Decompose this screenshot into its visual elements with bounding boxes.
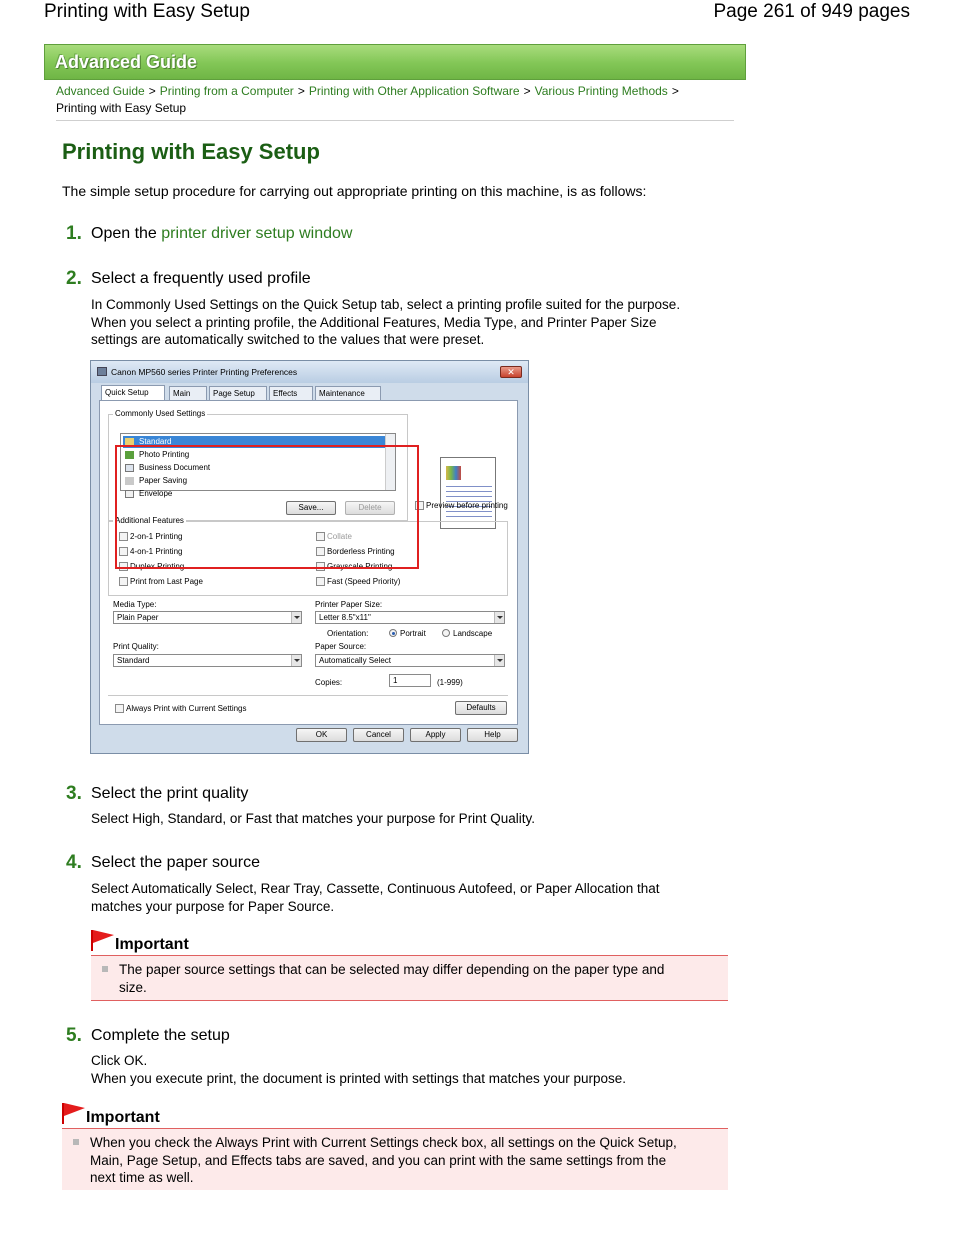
printer-driver-setup-link[interactable]: printer driver setup window [161,225,353,242]
preview-image [446,466,461,480]
step-2-body [91,296,721,349]
paper-source-select[interactable] [315,654,505,667]
tab-page-setup[interactable]: Page Setup [209,386,267,400]
group-label: Commonly Used Settings [115,409,206,418]
step-4-body [91,880,721,915]
copies-value: 1 [393,676,398,685]
save-button[interactable]: Save... [286,501,336,515]
portrait-radio[interactable] [389,629,397,637]
divider [108,695,508,696]
body-line: matches your purpose for Paper Source. [91,898,335,914]
help-button[interactable]: Help [467,728,518,742]
paper-size-label: Printer Paper Size: [315,600,383,609]
ok-button[interactable]: OK [296,728,347,742]
select-value: Plain Paper [117,613,159,622]
page-title: Printing with Easy Setup [62,139,320,164]
step-heading: Select the print quality [91,785,249,802]
paper-size-select[interactable] [315,611,505,624]
select-value: Automatically Select [319,656,392,665]
important-line: Main, Page Setup, and Effects tabs are saved, and you can print with the same settings from the [90,1152,667,1168]
advanced-guide-banner [44,44,746,80]
cancel-button[interactable]: Cancel [353,728,404,742]
breadcrumb [56,83,736,117]
step-5-body [91,1052,721,1087]
breadcrumb-separator: > [297,84,305,98]
copies-range: (1-999) [437,678,463,687]
important-box [91,955,728,1001]
profile-label: Standard [139,437,172,446]
tab-maintenance[interactable]: Maintenance [315,386,381,400]
step-3-body [91,810,721,828]
landscape-radio[interactable] [442,629,450,637]
bullet-icon [73,1139,79,1145]
media-type-label: Media Type: [113,600,157,609]
red-flag-icon [62,1102,86,1124]
page-preview [440,457,496,529]
important-title: Important [115,936,189,953]
body-line: Click OK. [91,1053,148,1068]
print-quality-select[interactable] [113,654,302,667]
important-line: When you check the Always Print with Current Settings check box, all settings on the Quick Setup, [90,1135,677,1150]
chevron-down-icon [494,655,504,666]
tab-main[interactable]: Main [169,386,207,400]
step-number: 1. [66,223,82,244]
breadcrumb-separator: > [148,84,156,98]
step-number: 3. [66,783,82,804]
important-text [119,961,664,996]
close-button[interactable]: ✕ [500,366,522,378]
tab-effects[interactable]: Effects [269,386,313,400]
printer-icon [97,367,107,376]
body-line: settings are automatically switched to the values that were preset. [91,332,485,347]
important-line: next time as well. [90,1170,194,1185]
important-box [62,1128,728,1190]
always-print-checkbox[interactable]: Always Print with Current Settings [115,704,247,713]
dialog-title: Canon MP560 series Printer Printing Preferences [111,367,298,377]
feature-checkbox[interactable]: 4-on-1 Printing [119,547,182,556]
group-label: Additional Features [115,516,184,525]
step-heading: Complete the setup [91,1027,230,1044]
step-number: 5. [66,1025,82,1046]
body-line: Select Automatically Select, Rear Tray, Cassette, Continuous Autofeed, or Paper Allocation that [91,881,660,896]
page-header [44,0,910,26]
orientation-label: Orientation: [327,629,369,638]
feature-checkbox[interactable]: Borderless Printing [316,547,395,556]
divider [56,120,734,121]
feature-checkbox[interactable]: Print from Last Page [119,577,203,586]
chevron-down-icon [291,655,301,666]
bullet-icon [102,966,108,972]
breadcrumb-current: Printing with Easy Setup [56,101,187,115]
important-note-1 [91,929,728,1002]
chevron-down-icon [494,612,504,623]
tab-quick-setup[interactable]: Quick Setup [101,385,165,400]
step-heading: Select a frequently used profile [91,270,311,287]
step-number: 2. [66,268,82,289]
print-quality-label: Print Quality: [113,642,159,651]
step-number: 4. [66,852,82,873]
important-line: size. [119,979,147,995]
select-value: Letter 8.5"x11" [319,613,371,622]
feature-checkbox[interactable]: Fast (Speed Priority) [316,577,400,586]
portrait-label: Portrait [400,629,426,638]
chevron-down-icon [291,612,301,623]
feature-checkbox[interactable]: Grayscale Printing [316,562,392,571]
step-heading-prefix: Open the [91,225,162,242]
copies-label: Copies: [315,678,343,687]
body-line: When you select a printing profile, the Additional Features, Media Type, and Printer Paper Size [91,314,657,330]
step-heading: Select the paper source [91,854,260,871]
important-line: The paper source settings that can be selected may differ depending on the paper type and [119,962,665,977]
profile-label: Envelope [139,489,173,498]
breadcrumb-separator: > [671,84,679,98]
defaults-button[interactable]: Defaults [455,701,507,715]
breadcrumb-printing-from-computer[interactable]: Printing from a Computer [159,84,294,98]
feature-checkbox[interactable]: Duplex Printing [119,562,184,571]
step-heading [91,225,352,243]
document-title: Printing with Easy Setup [44,1,250,22]
delete-button[interactable]: Delete [345,501,395,515]
profile-label: Photo Printing [139,450,190,459]
quick-setup-panel [99,400,518,725]
body-line: In Commonly Used Settings on the Quick Setup tab, select a printing profile suited for the purpose. [91,297,681,312]
breadcrumb-various-printing-methods[interactable]: Various Printing Methods [534,84,668,98]
printing-preferences-dialog [90,360,529,754]
apply-button[interactable]: Apply [410,728,461,742]
breadcrumb-other-application-software[interactable]: Printing with Other Application Software [308,84,520,98]
breadcrumb-separator: > [523,84,531,98]
banner-label: Advanced Guide [55,52,198,72]
important-note-2 [62,1102,728,1190]
select-value: Standard [117,656,150,665]
feature-checkbox[interactable]: Collate [316,532,352,541]
landscape-label: Landscape [453,629,493,638]
highlight-box [115,445,419,569]
breadcrumb-advanced-guide[interactable]: Advanced Guide [56,84,145,98]
preview-before-printing-checkbox[interactable]: Preview before printing [415,501,508,510]
body-line: Select High, Standard, or Fast that matches your purpose for Print Quality. [91,811,535,826]
important-title: Important [86,1109,160,1126]
profile-label: Business Document [139,463,211,472]
paper-source-label: Paper Source: [315,642,367,651]
media-type-select[interactable] [113,611,302,624]
page-counter: Page 261 of 949 pages [713,1,910,22]
intro-text: The simple setup procedure for carrying out appropriate printing on this machine, is as follows: [62,183,647,199]
feature-checkbox[interactable]: 2-on-1 Printing [119,532,182,541]
copies-stepper[interactable] [389,674,431,687]
body-line: When you execute print, the document is printed with settings that matches your purpose. [91,1070,627,1086]
profile-label: Paper Saving [139,476,188,485]
important-text [90,1134,677,1187]
dialog-titlebar [91,361,528,383]
red-flag-icon [91,929,115,951]
